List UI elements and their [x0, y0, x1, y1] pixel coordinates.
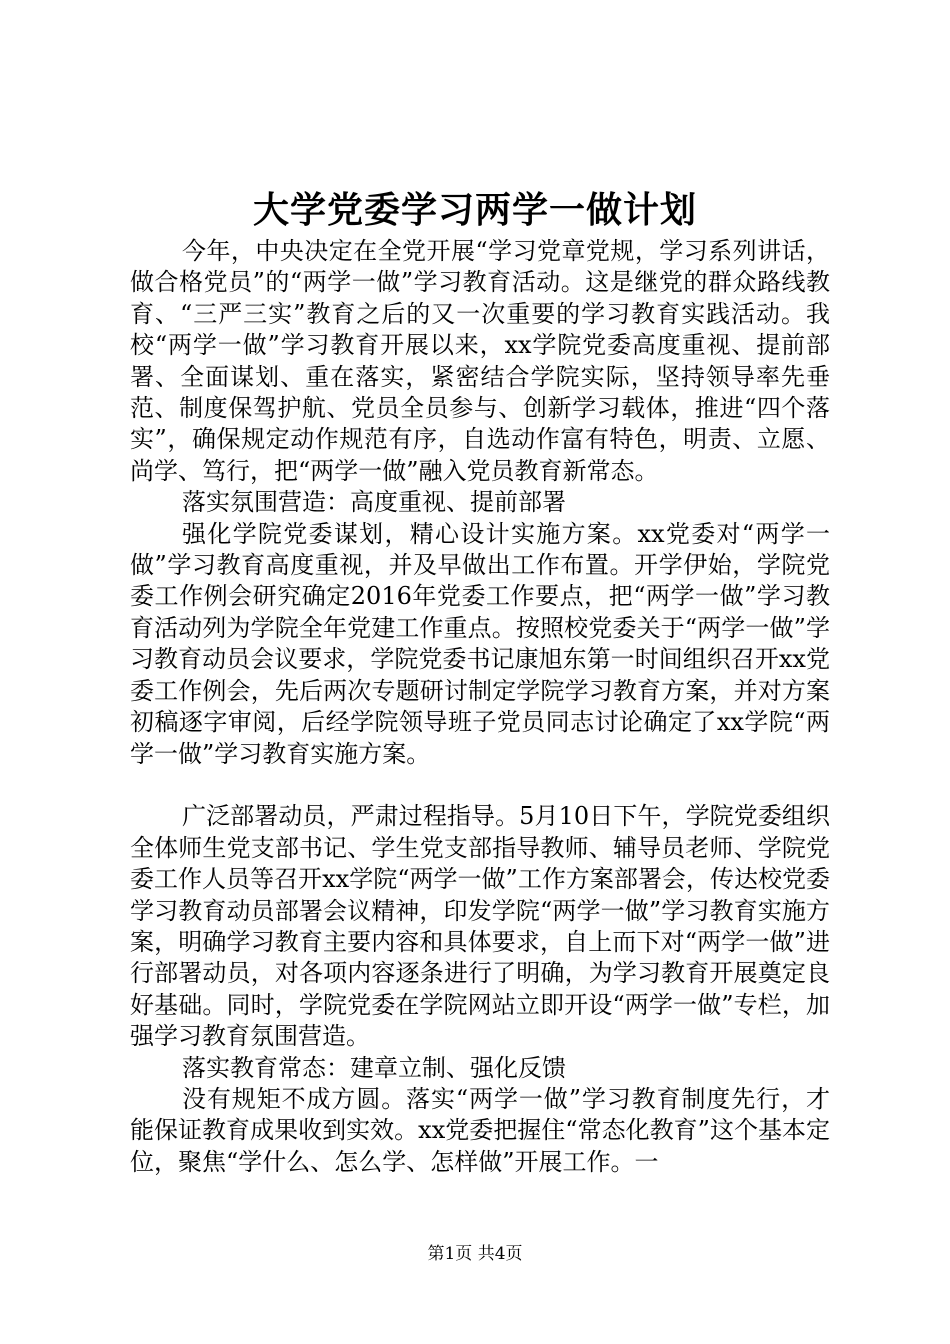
paragraph-mobilization: 广泛部署动员，严肃过程指导。5月10日下午，学院党委组织全体师生党支部书记、学生党支部指导教师、辅导员老师、学院党委工作人员等召开xx学院“两学一做”工作方案部署会，传达校党委学习教育动员部署会议精神，印发学院“两学一做”学习教育实施方案，明确学习教育主要内容和具体要求，自上而下对“两学一做”进行部署动员，对各项内容逐条进行了明确，为学习教育开展奠定良好基础。同时，学院党委在学院网站立即开设“两学一做”专栏，加强学习教育氛围营造。 — [130, 802, 830, 1051]
paragraph-rules: 没有规矩不成方圆。落实“两学一做”学习教育制度先行，才能保证教育成果收到实效。xx党委把握住“常态化教育”这个基本定位，聚焦“学什么、怎么学、怎样做”开展工作。一 — [130, 1084, 830, 1176]
paragraph-intro: 今年，中央决定在全党开展“学习党章党规，学习系列讲话，做合格党员”的“两学一做”学习教育活动。这是继党的群众路线教育、“三严三实”教育之后的又一次重要的学习教育实践活动。我校“两学一做”学习教育开展以来，xx学院党委高度重视、提前部署、全面谋划、重在落实，紧密结合学院实际，坚持领导率先垂范、制度保驾护航、党员全员参与、创新学习载体，推进“四个落实”，确保规定动作规范有序，自选动作富有特色，明责、立愿、尚学、笃行，把“两学一做”融入党员教育新常态。 — [130, 237, 830, 485]
page-number: 第1页 共4页 — [427, 1244, 523, 1264]
paragraph-plan: 强化学院党委谋划，精心设计实施方案。xx党委对“两学一做”学习教育高度重视，并及早做出工作布置。开学伊始，学院党委工作例会研究确定2016年党委工作要点，把“两学一做”学习教育活动列为学院全年党建工作重点。按照校党委关于“两学一做”学习教育动员会议要求，学院党委书记康旭东第一时间组织召开xx党委工作例会，先后两次专题研讨制定学院学习教育方案，并对方案初稿逐字审阅，后经学院领导班子党员同志讨论确定了xx学院“两学一做”学习教育实施方案。 — [130, 519, 830, 768]
section-heading-routine: 落实教育常态：建章立制、强化反馈 — [182, 1053, 566, 1082]
section-heading-atmosphere: 落实氛围营造：高度重视、提前部署 — [182, 488, 566, 517]
document-body — [130, 236, 830, 1178]
blank-line — [130, 770, 830, 801]
document-title: 大学党委学习两学一做计划 — [252, 189, 697, 231]
